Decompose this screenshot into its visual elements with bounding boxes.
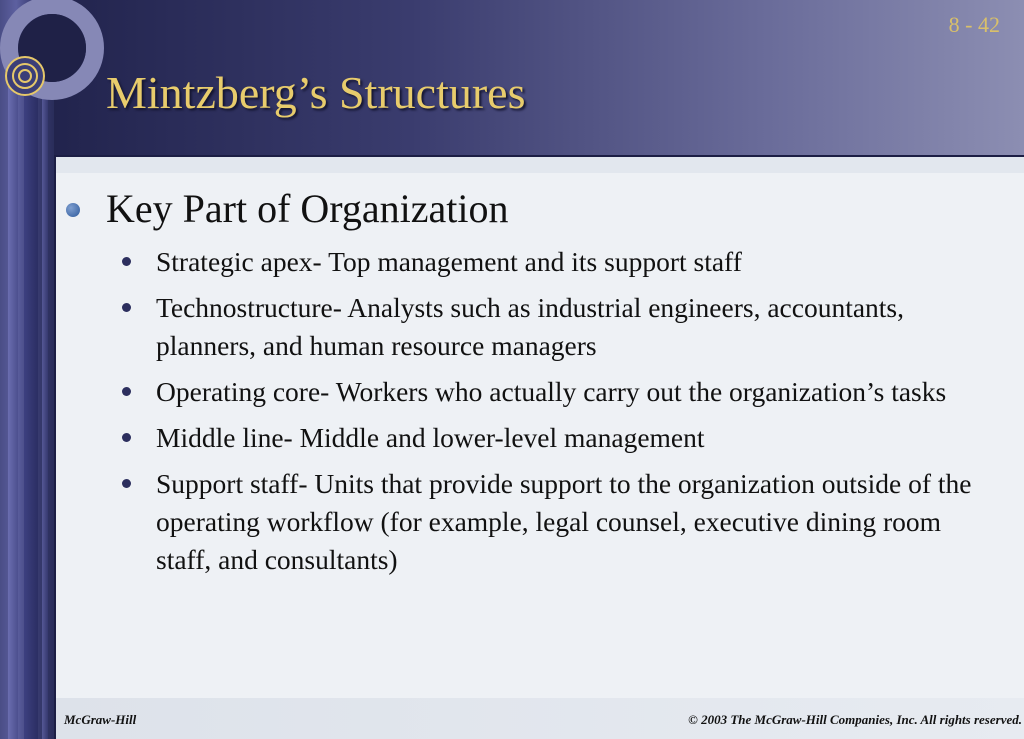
sub-bullet-text: Strategic apex- Top management and its support staff <box>156 246 742 277</box>
footer-publisher: McGraw-Hill <box>64 712 137 727</box>
slide-number: 8 - 42 <box>948 12 1000 37</box>
bullet-icon <box>122 433 131 442</box>
decorative-stripe <box>42 50 48 739</box>
target-icon <box>5 56 45 96</box>
sub-bullet-item <box>122 465 992 579</box>
sub-bullet-item <box>122 419 992 457</box>
decorative-stripe <box>24 50 38 739</box>
sub-bullet-text: Middle line- Middle and lower-level management <box>156 422 705 453</box>
footer-copyright: © 2003 The McGraw-Hill Companies, Inc. All rights reserved. <box>688 712 1022 727</box>
bullet-icon <box>66 203 80 217</box>
bullet-icon <box>122 387 131 396</box>
decorative-stripe <box>8 50 18 739</box>
bullet-icon <box>122 479 131 488</box>
bullet-icon <box>122 257 131 266</box>
sub-bullet-text: Technostructure- Analysts such as industrial engineers, accountants, planners, and human resource managers <box>156 292 905 361</box>
slide-title: Mintzberg’s Structures <box>106 67 526 118</box>
main-bullet-text: Key Part of Organization <box>106 186 509 231</box>
left-decorative-column <box>0 0 54 739</box>
bullet-icon <box>122 303 131 312</box>
sub-bullet-text: Support staff- Units that provide support to the organization outside of the operating workflow (for example, legal counsel, executive dining room staff, and consultants) <box>156 468 972 575</box>
sub-bullet-item <box>122 373 992 411</box>
sub-bullet-item <box>122 289 992 365</box>
content-area <box>54 155 1024 698</box>
sub-bullet-list <box>122 243 992 587</box>
content-top-band <box>56 157 1024 173</box>
sub-bullet-text: Operating core- Workers who actually carry out the organization’s tasks <box>156 376 947 407</box>
footer <box>54 698 1024 739</box>
sub-bullet-item <box>122 243 992 281</box>
